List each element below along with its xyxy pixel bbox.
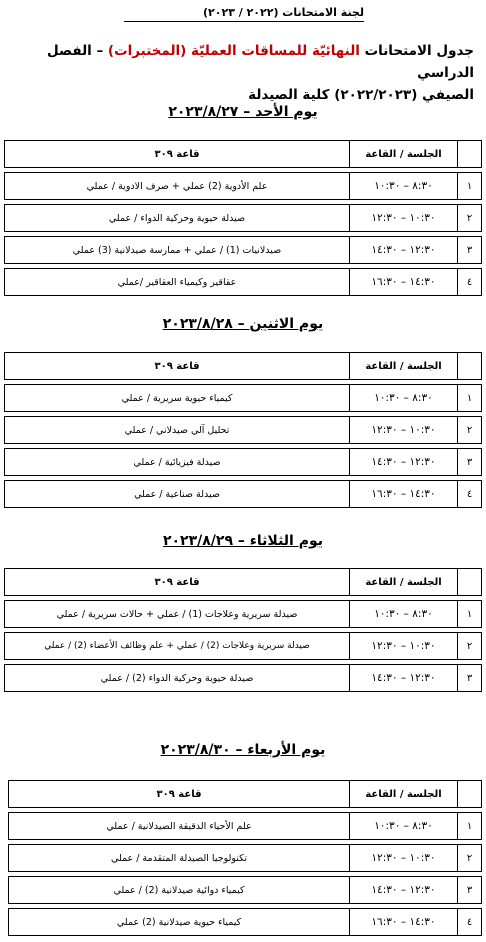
row-course: صيدلة فيزيائية / عملي <box>5 449 350 476</box>
table-header-row <box>5 353 482 380</box>
row-number: ٢ <box>458 633 482 660</box>
row-number: ٣ <box>458 665 482 692</box>
row-time: ١٠:٣٠ – ١٢:٣٠ <box>350 845 458 872</box>
table-row <box>5 385 482 412</box>
row-course: صيدلة صناعية / عملي <box>5 481 350 508</box>
row-course: كيمياء حيوية صيدلانية (2) عملي <box>9 909 350 936</box>
day-heading-tuesday: يوم الثلاثاء – ٢٠٢٣/٨/٢٩ <box>162 533 324 549</box>
row-time: ١٠:٣٠ – ١٢:٣٠ <box>350 205 458 232</box>
schedule-table-wednesday <box>8 780 482 936</box>
day-heading-wednesday: يوم الأربعاء – ٢٠٢٣/٨/٣٠ <box>160 742 326 758</box>
table-row <box>5 173 482 200</box>
table-header-row <box>9 781 482 808</box>
title-line-2: الصيفي (٢٠٢٢/٢٠٢٣) كلية الصيدلة <box>248 87 474 103</box>
table-header-row <box>5 569 482 596</box>
row-number: ١ <box>458 601 482 628</box>
title-highlight: النهائيّة للمساقات العمليّة (المختبرات) <box>107 43 360 59</box>
row-time: ١٤:٣٠ – ١٦:٣٠ <box>350 269 458 296</box>
table-row <box>5 417 482 444</box>
table-row <box>5 269 482 296</box>
session-header: الجلسة / القاعة <box>350 569 458 596</box>
row-number: ١ <box>458 813 482 840</box>
table-row <box>5 205 482 232</box>
schedule-table-tuesday <box>4 568 482 692</box>
table-row <box>9 813 482 840</box>
row-time: ٨:٣٠ – ١٠:٣٠ <box>350 813 458 840</box>
row-course: كيمياء حيوية سريرية / عملي <box>5 385 350 412</box>
table-row <box>9 877 482 904</box>
row-number: ٣ <box>458 237 482 264</box>
row-course: صيدلة حيوية وحركية الدواء / عملي <box>5 205 350 232</box>
schedule-table-monday <box>4 352 482 508</box>
row-number: ٢ <box>458 845 482 872</box>
session-header: الجلسة / القاعة <box>350 141 458 168</box>
table-row <box>9 845 482 872</box>
row-time: ١٢:٣٠ – ١٤:٣٠ <box>350 877 458 904</box>
row-number: ١ <box>458 173 482 200</box>
table-row <box>5 665 482 692</box>
row-time: ٨:٣٠ – ١٠:٣٠ <box>350 385 458 412</box>
row-time: ١٢:٣٠ – ١٤:٣٠ <box>350 449 458 476</box>
title-part-a: جدول الامتحانات <box>359 43 474 59</box>
row-course: صيدلة سريرية وعلاجات (1) / عملي + حالات سريرية / عملي <box>5 601 350 628</box>
row-course: تكنولوجيا الصيدلة المتقدمة / عملي <box>9 845 350 872</box>
row-number: ٣ <box>458 449 482 476</box>
row-course: تحليل آلي صيدلاني / عملي <box>5 417 350 444</box>
row-course: علم الأحياء الدقيقة الصيدلانية / عملي <box>9 813 350 840</box>
page-title <box>12 40 474 106</box>
schedule-table-sunday <box>4 140 482 296</box>
row-time: ١٠:٣٠ – ١٢:٣٠ <box>350 633 458 660</box>
table-row <box>5 481 482 508</box>
table-row <box>5 449 482 476</box>
row-time: ١٤:٣٠ – ١٦:٣٠ <box>350 909 458 936</box>
session-header: الجلسة / القاعة <box>350 353 458 380</box>
row-number: ٢ <box>458 205 482 232</box>
row-number: ٢ <box>458 417 482 444</box>
committee-title: لجنة الامتحانات (٢٠٢٢ / ٢٠٢٣) <box>124 6 364 22</box>
row-course: كيمياء دوائية صيدلانية (2) / عملي <box>9 877 350 904</box>
row-number: ٤ <box>458 269 482 296</box>
room-header: قاعة ٣٠٩ <box>5 353 350 380</box>
table-row <box>5 601 482 628</box>
row-number: ٤ <box>458 909 482 936</box>
row-time: ٨:٣٠ – ١٠:٣٠ <box>350 601 458 628</box>
row-course: عقاقير وكيمياء العقاقير /عملي <box>5 269 350 296</box>
room-header: قاعة ٣٠٩ <box>5 141 350 168</box>
day-heading-sunday: يوم الأحد – ٢٠٢٣/٨/٢٧ <box>168 104 318 120</box>
row-time: ١٤:٣٠ – ١٦:٣٠ <box>350 481 458 508</box>
row-course: صيدلة سريرية وعلاجات (2) / عملي + علم وظائف الأعضاء (2) / عملي <box>5 633 350 660</box>
row-course: صيدلة حيوية وحركية الدواء (2) / عملي <box>5 665 350 692</box>
row-course: علم الأدوية (2) عملي + صرف الادوية / عملي <box>5 173 350 200</box>
row-time: ٨:٣٠ – ١٠:٣٠ <box>350 173 458 200</box>
row-time: ١٢:٣٠ – ١٤:٣٠ <box>350 665 458 692</box>
row-time: ١٠:٣٠ – ١٢:٣٠ <box>350 417 458 444</box>
row-number: ٣ <box>458 877 482 904</box>
room-header: قاعة ٣٠٩ <box>5 569 350 596</box>
row-time: ١٢:٣٠ – ١٤:٣٠ <box>350 237 458 264</box>
session-header: الجلسة / القاعة <box>350 781 458 808</box>
table-row <box>5 237 482 264</box>
room-header: قاعة ٣٠٩ <box>9 781 350 808</box>
table-row <box>5 633 482 660</box>
row-number: ١ <box>458 385 482 412</box>
table-row <box>9 909 482 936</box>
table-header-row <box>5 141 482 168</box>
row-course: صيدلانيات (1) / عملي + ممارسة صيدلانية (3) عملي <box>5 237 350 264</box>
day-heading-monday: يوم الاثنين – ٢٠٢٣/٨/٢٨ <box>162 316 324 332</box>
title-part-b: – الفصل الدراسي <box>47 43 474 81</box>
row-number: ٤ <box>458 481 482 508</box>
